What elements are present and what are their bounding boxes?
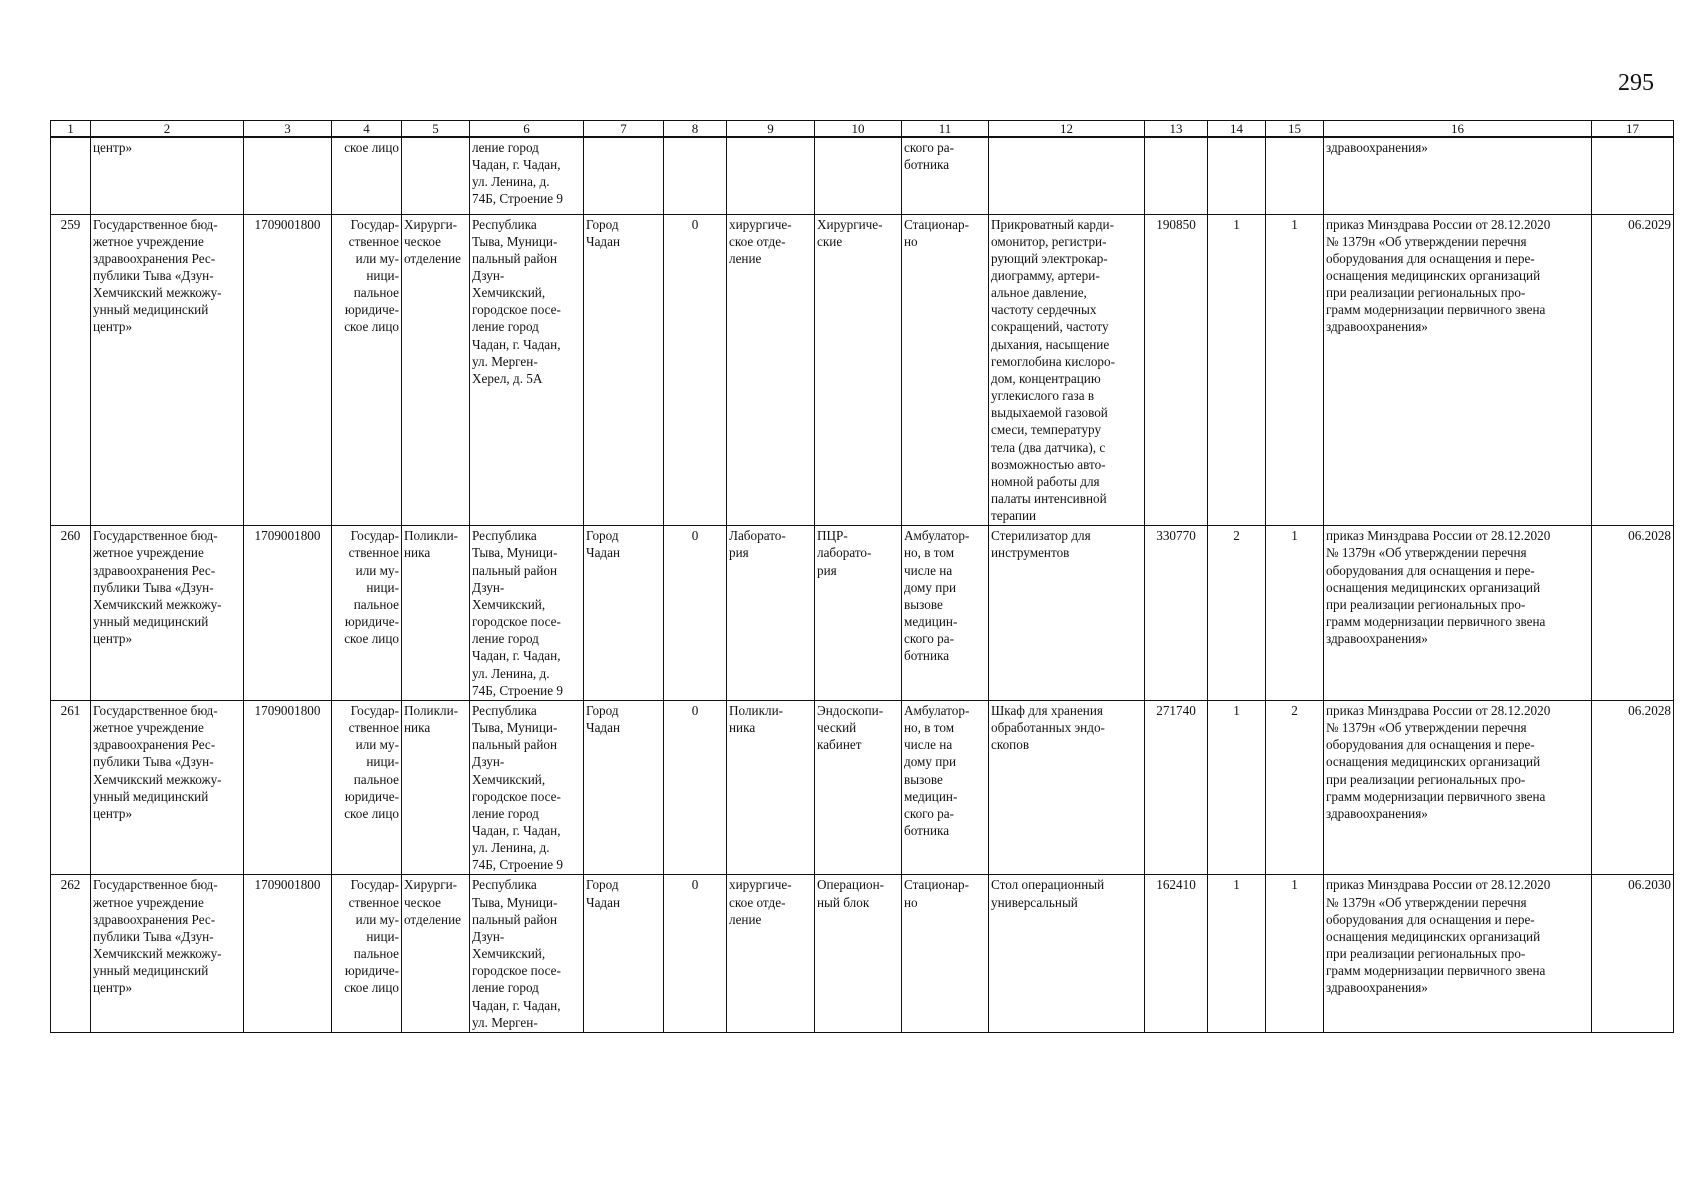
row-number — [51, 700, 91, 875]
address-cell-text: Республика Тыва, Муници- пальный район Дзун- Хемчикский, городское посе- ление город Чадан, г. Чадан, ул. Мерген- Херел, д. 5А — [472, 216, 561, 386]
price-cell — [1145, 875, 1208, 1032]
address-cell-text: Республика Тыва, Муници- пальный район Дзун- Хемчикский, городское посе- ление город Чадан, г. Чадан, ул. Ленина, д. 74Б, Строение 9 — [472, 528, 563, 698]
care-conditions-cell-text: Стационар- но — [904, 877, 970, 910]
inn-cell-text: 1709001800 — [254, 877, 321, 893]
unit-cell — [727, 875, 815, 1032]
subunit-cell-text: Эндоскопи- ческий кабинет — [817, 702, 884, 753]
address-cell-text: ление город Чадан, г. Чадан, ул. Ленина, д. 74Б, Строение 9 — [472, 140, 563, 207]
row-number — [51, 137, 91, 214]
address-cell — [470, 214, 584, 526]
legal-form-cell-text: ское лицо — [344, 140, 399, 155]
date-cell — [1592, 875, 1674, 1032]
price-cell — [1145, 526, 1208, 701]
quantity-a-cell — [1208, 875, 1266, 1032]
code-cell-text: 0 — [691, 877, 699, 893]
department-cell — [402, 700, 470, 875]
equipment-cell — [989, 700, 1145, 875]
price-cell — [1145, 700, 1208, 875]
institution-name-text: центр» — [93, 140, 133, 155]
locality-cell-text: Город Чадан — [586, 528, 621, 561]
address-cell-text: Республика Тыва, Муници- пальный район Дзун- Хемчикский, городское посе- ление город Чадан, г. Чадан, ул. Ленина, д. 74Б, Строение 9 — [472, 702, 563, 873]
column-number-7: 7 — [584, 121, 664, 138]
subunit-cell — [815, 875, 902, 1032]
subunit-cell — [815, 214, 902, 526]
table-row — [51, 214, 1674, 526]
address-cell — [470, 875, 584, 1032]
basis-cell — [1324, 875, 1592, 1032]
row-number — [51, 214, 91, 526]
equipment-cell — [989, 214, 1145, 526]
equipment-cell — [989, 137, 1145, 214]
code-cell — [664, 875, 727, 1032]
care-conditions-cell — [902, 875, 989, 1032]
equipment-cell-text: Прикроватный карди- омонитор, регистри- рующий электрокар- диограмму, артери- альное давление, частоту сердечных сокращений, частоту дыхания, насыщение гемоглобина кислоро- дом, концентрацию углекислого газа в выдыхаемой газовой смеси, температуру тела (два датчика), с возможностью авто- номной работы для палаты интенсивной терапии — [991, 216, 1115, 524]
inn-cell — [244, 875, 332, 1032]
column-number-9: 9 — [727, 121, 815, 138]
quantity-a-cell — [1208, 700, 1266, 875]
column-number-4: 4 — [332, 121, 402, 138]
legal-form-cell — [332, 700, 402, 875]
code-cell-text: 0 — [691, 702, 699, 718]
equipment-cell-text: Стерилизатор для инструментов — [991, 528, 1091, 561]
subunit-cell — [815, 137, 902, 214]
code-cell-text: 0 — [691, 216, 699, 232]
column-number-12: 12 — [989, 121, 1145, 138]
legal-form-cell — [332, 875, 402, 1032]
row-number — [51, 526, 91, 701]
column-number-2: 2 — [91, 121, 244, 138]
locality-cell-text: Город Чадан — [586, 702, 621, 736]
basis-cell — [1324, 214, 1592, 526]
quantity-a-cell-text: 1 — [1233, 702, 1240, 718]
column-number-11: 11 — [902, 121, 989, 138]
inn-cell-text: 1709001800 — [254, 216, 321, 232]
column-number-row — [51, 121, 1674, 138]
legal-form-cell — [332, 214, 402, 526]
date-cell — [1592, 700, 1674, 875]
column-number-14: 14 — [1208, 121, 1266, 138]
department-cell — [402, 214, 470, 526]
institution-name-text: Государственное бюд- жетное учреждение здравоохранения Рес- публики Тыва «Дзун- Хемчикский межкожу- унный медицинский центр» — [93, 702, 222, 821]
column-number-13: 13 — [1145, 121, 1208, 138]
quantity-b-cell — [1266, 137, 1324, 214]
legal-form-cell — [332, 137, 402, 214]
institution-name — [91, 875, 244, 1032]
row-number-text: 262 — [60, 877, 81, 893]
equipment-cell — [989, 526, 1145, 701]
price-cell-text: 162410 — [1156, 877, 1196, 893]
column-number-17: 17 — [1592, 121, 1674, 138]
quantity-b-cell-text: 1 — [1291, 528, 1298, 544]
basis-cell — [1324, 526, 1592, 701]
care-conditions-cell — [902, 137, 989, 214]
quantity-b-cell-text: 1 — [1291, 877, 1298, 893]
unit-cell — [727, 214, 815, 526]
price-cell-text: 190850 — [1156, 216, 1196, 232]
basis-cell-text: приказ Минздрава России от 28.12.2020 № 1379н «Об утверждении перечня оборудования для оснащения и пере- оснащения медицинских организаций при реализации региональных про- грамм модернизации первичного звена здравоохранения» — [1326, 877, 1551, 996]
equipment-cell-text: Стол операционный универсальный — [991, 877, 1105, 910]
institution-name-text: Государственное бюд- жетное учреждение здравоохранения Рес- публики Тыва «Дзун- Хемчикский межкожу- унный медицинский центр» — [93, 528, 222, 647]
basis-cell — [1324, 700, 1592, 875]
inn-cell — [244, 214, 332, 526]
locality-cell — [584, 700, 664, 875]
address-cell — [470, 526, 584, 701]
subunit-cell-text: Операцион- ный блок — [817, 877, 885, 910]
institution-name — [91, 526, 244, 701]
quantity-a-cell-text: 1 — [1233, 877, 1240, 893]
equipment-table — [50, 120, 1674, 1033]
inn-cell — [244, 526, 332, 701]
quantity-a-cell-text: 2 — [1233, 528, 1240, 544]
column-number-10: 10 — [815, 121, 902, 138]
locality-cell-text: Город Чадан — [586, 877, 621, 910]
department-cell-text: Хирурги- ческое отделение — [404, 216, 461, 266]
address-cell — [470, 137, 584, 214]
department-cell-text: Поликли- ника — [404, 528, 459, 561]
basis-cell — [1324, 137, 1592, 214]
subunit-cell-text: ПЦР- лаборато- рия — [817, 528, 872, 578]
page-number: 295 — [1618, 70, 1654, 96]
unit-cell — [727, 700, 815, 875]
care-conditions-cell-text: Стационар- но — [904, 216, 970, 249]
department-cell — [402, 875, 470, 1032]
date-cell — [1592, 137, 1674, 214]
institution-name-text: Государственное бюд- жетное учреждение здравоохранения Рес- публики Тыва «Дзун- Хемчикский межкожу- унный медицинский центр» — [93, 877, 222, 996]
code-cell — [664, 137, 727, 214]
unit-cell-text: Поликли- ника — [729, 702, 784, 736]
table-row — [51, 875, 1674, 1032]
legal-form-cell-text: Государ- ственное или му- ници- пальное юридиче- ское лицо — [344, 702, 399, 821]
legal-form-cell-text: Государ- ственное или му- ници- пальное юридиче- ское лицо — [344, 877, 399, 996]
care-conditions-cell-text: ского ра- ботника — [904, 140, 954, 173]
unit-cell — [727, 137, 815, 214]
unit-cell — [727, 526, 815, 701]
address-cell — [470, 700, 584, 875]
department-cell — [402, 137, 470, 214]
legal-form-cell — [332, 526, 402, 701]
department-cell-text: Хирурги- ческое отделение — [404, 877, 461, 927]
basis-cell-text: приказ Минздрава России от 28.12.2020 № 1379н «Об утверждении перечня оборудования для оснащения и пере- оснащения медицинских организаций при реализации региональных про- грамм модернизации первичного звена здравоохранения» — [1326, 216, 1551, 335]
row-number-text: 260 — [60, 528, 81, 544]
locality-cell — [584, 137, 664, 214]
inn-cell — [244, 137, 332, 214]
price-cell-text: 271740 — [1156, 702, 1196, 718]
department-cell-text: Поликли- ника — [404, 702, 459, 736]
column-number-6: 6 — [470, 121, 584, 138]
row-number — [51, 875, 91, 1032]
institution-name — [91, 137, 244, 214]
quantity-a-cell — [1208, 214, 1266, 526]
care-conditions-cell — [902, 700, 989, 875]
table-row — [51, 700, 1674, 875]
equipment-cell-text: Шкаф для хранения обработанных эндо- скопов — [991, 702, 1105, 753]
quantity-b-cell — [1266, 214, 1324, 526]
table-row — [51, 137, 1674, 214]
column-number-16: 16 — [1324, 121, 1592, 138]
locality-cell-text: Город Чадан — [586, 216, 621, 249]
institution-name — [91, 214, 244, 526]
quantity-b-cell — [1266, 526, 1324, 701]
column-number-5: 5 — [402, 121, 470, 138]
column-number-1: 1 — [51, 121, 91, 138]
quantity-a-cell-text: 1 — [1233, 216, 1240, 232]
subunit-cell-text: Хирургиче- ские — [817, 216, 883, 249]
quantity-b-cell-text: 2 — [1291, 702, 1298, 718]
date-cell-text: 06.2028 — [1628, 528, 1671, 544]
basis-cell-text: приказ Минздрава России от 28.12.2020 № 1379н «Об утверждении перечня оборудования для оснащения и пере- оснащения медицинских организаций при реализации региональных про- грамм модернизации первичного звена здравоохранения» — [1326, 702, 1551, 821]
locality-cell — [584, 214, 664, 526]
inn-cell-text: 1709001800 — [254, 528, 321, 544]
equipment-cell — [989, 875, 1145, 1032]
code-cell — [664, 526, 727, 701]
basis-cell-text: приказ Минздрава России от 28.12.2020 № 1379н «Об утверждении перечня оборудования для оснащения и пере- оснащения медицинских организаций при реализации региональных про- грамм модернизации первичного звена здравоохранения» — [1326, 528, 1551, 647]
price-cell-text: 330770 — [1156, 528, 1196, 544]
care-conditions-cell — [902, 526, 989, 701]
subunit-cell — [815, 700, 902, 875]
unit-cell-text: Лаборато- рия — [729, 528, 786, 561]
institution-name-text: Государственное бюд- жетное учреждение здравоохранения Рес- публики Тыва «Дзун- Хемчикский межкожу- унный медицинский центр» — [93, 216, 222, 335]
inn-cell-text: 1709001800 — [254, 702, 321, 718]
price-cell — [1145, 214, 1208, 526]
price-cell — [1145, 137, 1208, 214]
column-number-15: 15 — [1266, 121, 1324, 138]
institution-name — [91, 700, 244, 875]
care-conditions-cell-text: Амбулатор- но, в том числе на дому при вызове медицин- ского ра- ботника — [904, 702, 970, 838]
address-cell-text: Республика Тыва, Муници- пальный район Дзун- Хемчикский, городское посе- ление город Чадан, г. Чадан, ул. Мерген- — [472, 877, 561, 1030]
locality-cell — [584, 875, 664, 1032]
quantity-b-cell-text: 1 — [1291, 216, 1298, 232]
code-cell — [664, 214, 727, 526]
subunit-cell — [815, 526, 902, 701]
locality-cell — [584, 526, 664, 701]
date-cell-text: 06.2029 — [1628, 216, 1671, 232]
column-number-8: 8 — [664, 121, 727, 138]
care-conditions-cell-text: Амбулатор- но, в том числе на дому при вызове медицин- ского ра- ботника — [904, 528, 970, 664]
quantity-b-cell — [1266, 700, 1324, 875]
quantity-b-cell — [1266, 875, 1324, 1032]
table-row — [51, 526, 1674, 701]
code-cell — [664, 700, 727, 875]
care-conditions-cell — [902, 214, 989, 526]
quantity-a-cell — [1208, 526, 1266, 701]
date-cell — [1592, 526, 1674, 701]
legal-form-cell-text: Государ- ственное или му- ници- пальное юридиче- ское лицо — [344, 216, 399, 335]
legal-form-cell-text: Государ- ственное или му- ници- пальное юридиче- ское лицо — [344, 528, 399, 647]
row-number-text: 261 — [60, 702, 81, 718]
row-number-text: 259 — [60, 216, 81, 232]
date-cell-text: 06.2030 — [1628, 877, 1671, 893]
department-cell — [402, 526, 470, 701]
unit-cell-text: хирургиче- ское отде- ление — [729, 877, 792, 927]
inn-cell — [244, 700, 332, 875]
code-cell-text: 0 — [691, 528, 699, 544]
basis-cell-text: здравоохранения» — [1326, 140, 1428, 155]
unit-cell-text: хирургиче- ское отде- ление — [729, 216, 792, 266]
date-cell-text: 06.2028 — [1628, 702, 1671, 718]
quantity-a-cell — [1208, 137, 1266, 214]
date-cell — [1592, 214, 1674, 526]
column-number-3: 3 — [244, 121, 332, 138]
